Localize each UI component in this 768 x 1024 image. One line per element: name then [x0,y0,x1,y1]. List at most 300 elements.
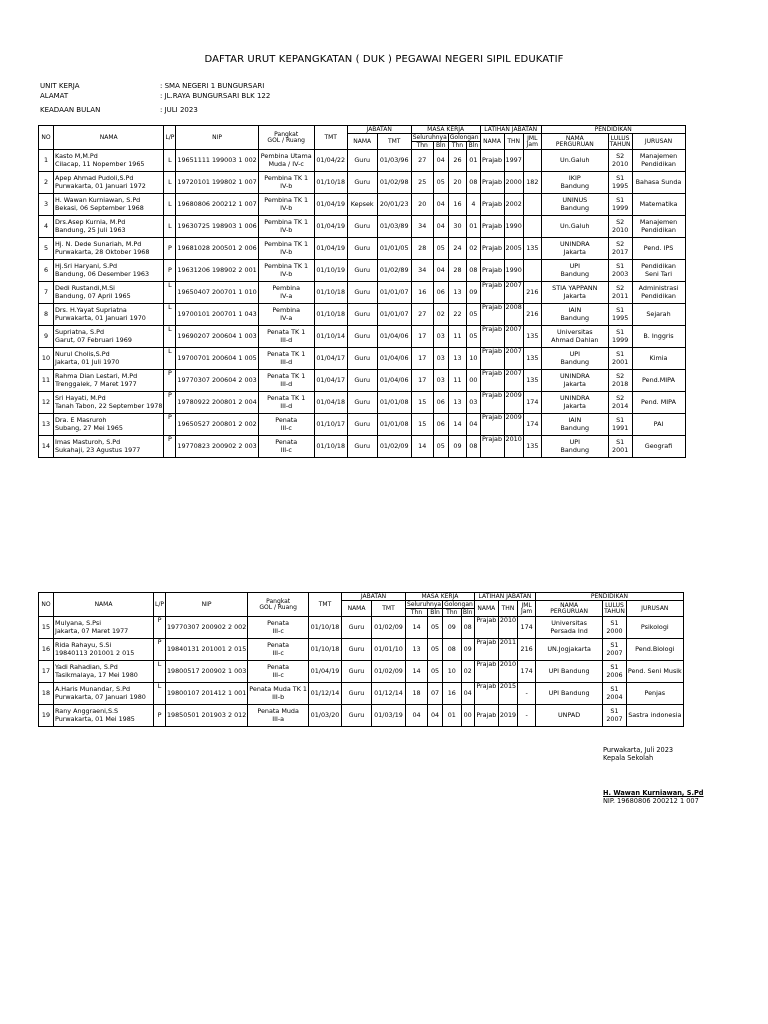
cell-lulus [608,194,632,216]
cell-nama [54,639,154,661]
cell-golongan-thn: 08 [443,639,461,661]
cell-lp: L [164,216,176,238]
nama-line1: Imas Masturoh, S.Pd [55,438,121,447]
lulus-strata: S1 [616,306,625,315]
cell-pangkat [248,617,309,639]
table-row [39,661,684,683]
cell-lp: P [154,705,166,727]
table-row [39,326,686,348]
cell-tmt: 01/04/22 [314,150,347,172]
header-nip: NIP [165,593,247,617]
cell-latihan-thn: 2015 [498,683,517,705]
jurusan-line1: Manajemen [639,152,678,161]
cell-jurusan [632,370,685,392]
cell-latihan-thn: 2008 [504,304,523,326]
cell-jurusan [626,683,683,705]
header-jabatan-tmt: TMT [377,134,411,150]
cell-latihan-thn: 2019 [498,705,517,727]
cell-latihan-nama: Prajab [480,238,504,260]
cell-seluruhnya-thn: 17 [411,348,433,370]
cell-no: 19 [39,705,54,727]
pangkat-line1: Pembina TK 1 [264,240,309,249]
cell-golongan-thn: 01 [443,705,461,727]
cell-jabatan-nama: Guru [347,238,377,260]
lulus-strata: S2 [616,284,625,293]
cell-no: 6 [39,260,54,282]
cell-golongan-bln: 05 [467,326,480,348]
header-jam: Jam [520,607,533,615]
header-jabatan-nama: NAMA [342,601,372,617]
pangkat-line2: IV-b [280,203,293,212]
cell-latihan-thn: 1990 [504,260,523,282]
cell-latihan-nama: Prajab [474,617,498,639]
cell-jml-jam: 182 [523,172,541,194]
cell-no: 7 [39,282,54,304]
nama-line2: Trenggalek, 7 Maret 1977 [55,379,137,388]
cell-perguruan [541,216,608,238]
cell-lulus [608,370,632,392]
cell-jml-jam: 135 [523,436,541,458]
header-pangkat-line1: Pangkat [274,130,299,138]
cell-seluruhnya-bln: 03 [433,370,448,392]
perguruan-line1: UPI [569,262,580,271]
cell-latihan-thn: 2010 [498,661,517,683]
cell-tmt: 01/04/19 [314,194,347,216]
perguruan-line2: Bandung [560,423,590,432]
jurusan-line1: Psikologi [640,622,669,631]
cell-nama [54,617,154,639]
perguruan-line1: IAIN [568,306,582,315]
nama-line1: Supriatna, S.Pd [55,328,105,337]
cell-golongan-bln: 03 [467,392,480,414]
cell-seluruhnya-bln: 05 [433,238,448,260]
lulus-tahun: 1999 [612,335,629,344]
cell-nama [54,172,164,194]
cell-jml-jam [523,260,541,282]
cell-lulus [608,326,632,348]
header-golongan-bln: Bln [462,608,473,616]
table-row [39,194,686,216]
header-pangkat-line2: GOL / Ruang [267,136,305,144]
cell-pangkat [258,282,314,304]
pangkat-line2: IV-a [280,291,293,300]
lulus-strata: S1 [610,685,619,694]
info-label: UNIT KERJA [40,82,80,90]
perguruan-line1: Universitas [556,328,593,337]
jurusan-line1: Pend.MIPA [642,375,675,384]
pangkat-line1: Penata Muda TK 1 [249,685,308,694]
nama-line2: Purwakarta, 07 Januari 1980 [55,692,146,701]
cell-lp: L [154,661,166,683]
pangkat-line2: III-d [280,379,293,388]
cell-perguruan [541,326,608,348]
cell-latihan-nama: Prajab [480,194,504,216]
cell-lp: L [164,348,176,370]
cell-latihan-nama: Prajab [480,260,504,282]
cell-jml-jam: 174 [518,661,536,683]
perguruan-line1: UNINDRA [559,394,590,403]
lulus-strata: S2 [616,152,625,161]
perguruan-line1: Un.Galuh [560,155,590,164]
cell-lp: P [164,414,176,436]
cell-jml-jam: 174 [523,392,541,414]
cell-perguruan [536,639,603,661]
cell-lp: P [164,370,176,392]
cell-nip: 19700101 200701 1 043 [176,304,258,326]
cell-jabatan-nama: Guru [347,260,377,282]
header-golongan: Golongan [449,133,479,141]
cell-seluruhnya-bln: 05 [433,172,448,194]
cell-nama [54,392,164,414]
header-masa-kerja: MASA KERJA [411,126,480,134]
cell-seluruhnya-bln: 06 [433,414,448,436]
cell-jml-jam [523,194,541,216]
pangkat-line2: IV-b [280,269,293,278]
perguruan-line2: Bandung [560,357,590,366]
nama-line1: Dra. E Masruroh [55,416,107,425]
duk-table-1 [38,125,686,458]
header-perguruan [536,601,603,617]
lulus-tahun: 1995 [612,313,629,322]
cell-seluruhnya-bln: 07 [428,683,443,705]
cell-jabatan-nama: Guru [347,304,377,326]
lulus-strata: S1 [616,328,625,337]
cell-pangkat [248,683,309,705]
cell-jml-jam: 135 [523,238,541,260]
pangkat-line2: IV-b [280,181,293,190]
header-tahun: TAHUN [609,140,631,148]
pangkat-line2: III-d [280,401,293,410]
perguruan-line1: UNINUS [562,196,588,205]
cell-jabatan-tmt: 01/01/07 [377,282,411,304]
cell-perguruan [541,392,608,414]
header-lulus: LULUS [605,601,624,609]
cell-latihan-thn: 2007 [504,370,523,392]
cell-golongan-bln: 01 [467,216,480,238]
cell-lulus [603,705,627,727]
cell-golongan-bln: 09 [467,282,480,304]
jurusan-line1: B. Inggris [643,331,674,340]
lulus-tahun: 1999 [612,203,629,212]
lulus-strata: S2 [616,218,625,227]
cell-seluruhnya-thn: 15 [411,414,433,436]
cell-nip: 19800107 201412 1 001 [165,683,247,705]
cell-jabatan-tmt: 01/03/19 [372,705,406,727]
table-row [39,414,686,436]
pangkat-line1: Pembina TK 1 [264,262,309,271]
header-nama: NAMA [54,593,154,617]
cell-jml-jam: 135 [523,348,541,370]
pangkat-line2: IV-b [280,225,293,234]
cell-jurusan [632,194,685,216]
cell-jabatan-tmt: 01/04/06 [377,326,411,348]
header-jml-jam [518,601,536,617]
nama-line1: Mulyana, S.Psi [55,619,102,628]
perguruan-line1: UNINDRA [559,240,590,249]
cell-golongan-thn: 14 [448,414,466,436]
signature-name: H. Wawan Kurniawan, S.Pd [603,788,704,797]
cell-jabatan-nama: Guru [347,216,377,238]
pangkat-line2: III-c [280,445,292,454]
nama-line2: Subang, 27 Mei 1965 [55,423,123,432]
header-jabatan: JABATAN [342,593,406,601]
cell-tmt: 01/04/18 [314,392,347,414]
lulus-tahun: 2010 [612,159,629,168]
cell-jabatan-tmt: 01/12/14 [372,683,406,705]
cell-latihan-nama: Prajab [480,282,504,304]
cell-golongan-bln: 08 [461,617,474,639]
cell-golongan-bln: 00 [467,370,480,392]
cell-no: 3 [39,194,54,216]
cell-golongan-thn: 11 [448,326,466,348]
cell-jurusan [626,639,683,661]
lulus-strata: S1 [610,663,619,672]
cell-nip: 19630725 198903 1 006 [176,216,258,238]
cell-latihan-thn: 2010 [504,436,523,458]
pangkat-line1: Penata TK 1 [267,350,306,359]
cell-golongan-thn: 09 [448,436,466,458]
perguruan-line1: UPI Bandung [548,688,590,697]
cell-seluruhnya-bln: 04 [433,216,448,238]
header-perguruan-line2: PERGURUAN [550,607,588,615]
nama-line2: Purwakarta, 01 Januari 1972 [55,181,146,190]
cell-tmt: 01/10/18 [314,282,347,304]
cell-latihan-thn: 2010 [498,617,517,639]
perguruan-line2: Jakarta [563,291,586,300]
pangkat-line2: III-c [272,626,284,635]
header-latihan-thn: THN [498,601,517,617]
lulus-tahun: 2018 [612,379,629,388]
info-value: : JL.RAYA BUNGURSARI BLK 122 [160,92,271,100]
lulus-tahun: 1995 [612,181,629,190]
info-keadaan-bulan [40,106,198,114]
nama-line2: Garut, 07 Februari 1969 [55,335,132,344]
cell-pangkat [258,150,314,172]
cell-latihan-nama: Prajab [474,639,498,661]
cell-lulus [603,617,627,639]
cell-lp: L [164,282,176,304]
header-lp: L/P [154,593,166,617]
cell-golongan-thn: 22 [448,304,466,326]
jurusan-line1: Pend.Biologi [635,644,675,653]
cell-jml-jam: 216 [523,304,541,326]
cell-seluruhnya-bln: 05 [428,639,443,661]
cell-golongan-bln: 08 [467,260,480,282]
cell-jurusan [632,414,685,436]
nama-line2: Bandung, 25 Juli 1963 [55,225,126,234]
table-row [39,436,686,458]
cell-perguruan [536,683,603,705]
lulus-tahun: 2007 [606,648,623,657]
cell-seluruhnya-thn: 17 [411,326,433,348]
cell-pangkat [248,705,309,727]
cell-jml-jam [523,150,541,172]
nama-line1: Kasto M,M.Pd [55,152,98,161]
cell-golongan-thn: 13 [448,348,466,370]
cell-jabatan-tmt: 01/03/96 [377,150,411,172]
header-jurusan: JURUSAN [626,601,683,617]
perguruan-line1: Universitas [551,619,587,628]
cell-golongan-bln: 01 [467,150,480,172]
cell-golongan-bln: 08 [467,172,480,194]
cell-lp: L [164,194,176,216]
cell-latihan-nama: Prajab [474,683,498,705]
cell-pangkat [248,661,309,683]
header-lulus-tahun [603,601,627,617]
jurusan-line1: Pend. Seni Musik [627,666,682,675]
cell-jurusan [626,661,683,683]
header-seluruhnya: Seluruhnya [412,133,447,141]
cell-jabatan-nama: Guru [347,370,377,392]
cell-nip: 19700701 200604 1 005 [176,348,258,370]
nama-line1: A.Haris Munandar, S.Pd [55,685,131,694]
cell-jabatan-tmt: 01/02/09 [377,436,411,458]
cell-jabatan-nama: Guru [342,639,372,661]
lulus-tahun: 2011 [612,291,629,300]
perguruan-line1: STIA YAPPANN [552,284,598,293]
cell-tmt: 01/10/18 [309,617,342,639]
nama-line2: Jakarta, 07 Maret 1977 [55,626,129,635]
cell-lulus [608,414,632,436]
cell-nip: 19800517 200902 1 003 [165,661,247,683]
header-pendidikan: PENDIDIKAN [536,593,684,601]
cell-nama [54,326,164,348]
cell-jml-jam: 174 [523,414,541,436]
cell-seluruhnya-bln: 05 [428,661,443,683]
jurusan-line1: PAI [653,419,664,428]
signature-role: Kepala Sekolah [603,753,654,762]
header-tmt: TMT [314,126,347,150]
duk-table-2 [38,592,684,727]
header-nama: NAMA [54,126,164,150]
signature-place-date: Purwakarta, Juli 2023 [603,746,674,754]
cell-golongan-thn: 16 [448,194,466,216]
cell-nama [54,436,164,458]
header-pangkat-line2: GOL / Ruang [259,603,297,611]
cell-lp: P [154,639,166,661]
lulus-strata: S1 [616,174,625,183]
lulus-tahun: 2001 [612,445,629,454]
pangkat-line2: III-d [280,357,293,366]
nama-line2: Purwakarta, 01 Mei 1985 [55,714,135,723]
pangkat-line2: IV-b [280,247,293,256]
table-row [39,304,686,326]
signature-block [603,747,704,806]
pangkat-line2: III-b [272,692,285,701]
header-no: NO [39,593,54,617]
cell-seluruhnya-bln: 05 [428,617,443,639]
cell-seluruhnya-bln: 03 [433,326,448,348]
cell-latihan-thn: 2002 [504,194,523,216]
cell-golongan-thn: 10 [443,661,461,683]
cell-seluruhnya-thn: 34 [411,260,433,282]
lulus-tahun: 2007 [606,714,623,723]
cell-perguruan [541,238,608,260]
cell-no: 18 [39,683,54,705]
document-title: DAFTAR URUT KEPANGKATAN ( DUK ) PEGAWAI NEGERI SIPIL EDUKATIF [204,54,564,65]
table-row [39,260,686,282]
header-jabatan: JABATAN [347,126,411,134]
cell-golongan-bln: 10 [467,348,480,370]
cell-golongan-bln: 08 [467,436,480,458]
perguruan-line2: Bandung [560,203,590,212]
cell-jabatan-nama: Guru [347,414,377,436]
cell-golongan-thn: 16 [443,683,461,705]
cell-pangkat [258,260,314,282]
cell-jml-jam: 135 [523,370,541,392]
jurusan-line2: Pendidikan [641,159,676,168]
nama-line1: Dedi Rustandi,M.Si [55,284,115,293]
perguruan-line1: IAIN [568,416,582,425]
cell-golongan-thn: 13 [448,392,466,414]
cell-lp: P [164,392,176,414]
nama-line1: Rahma Dian Lestari, M.Pd [55,372,138,381]
cell-lulus [603,639,627,661]
cell-perguruan [536,617,603,639]
pangkat-line2: III-c [272,670,284,679]
jurusan-line1: Sejarah [646,309,671,318]
cell-lp: L [164,326,176,348]
cell-perguruan [541,370,608,392]
perguruan-line2: Persada Ind [550,626,588,635]
nama-line1: Yadi Rahadian, S.Pd [55,663,118,672]
table-row [39,370,686,392]
cell-no: 12 [39,392,54,414]
cell-lp: L [164,304,176,326]
header-tmt: TMT [309,593,342,617]
cell-tmt: 01/10/18 [314,436,347,458]
lulus-strata: S1 [616,350,625,359]
cell-jabatan-tmt: 01/01/08 [377,392,411,414]
cell-latihan-thn: 2009 [504,392,523,414]
cell-nama [54,304,164,326]
cell-jurusan [632,238,685,260]
header-perguruan-line1: NAMA [560,601,579,609]
header-seluruhnya: Seluruhnya [407,600,442,608]
jurusan-line1: Bahasa Sunda [635,177,682,186]
cell-perguruan [536,661,603,683]
nama-line1: Apep Ahmad Pudoli,S.Pd [55,174,134,183]
table-row [39,639,684,661]
cell-latihan-nama: Prajab [480,414,504,436]
header-jml-jam [523,134,541,150]
cell-seluruhnya-bln: 04 [433,194,448,216]
cell-jabatan-tmt: 01/02/89 [377,260,411,282]
cell-jurusan [626,617,683,639]
table-row [39,216,686,238]
cell-jabatan-nama: Guru [347,348,377,370]
jurusan-line1: Pend. IPS [643,243,674,252]
cell-no: 9 [39,326,54,348]
header-no: NO [39,126,54,150]
cell-jabatan-tmt: 01/02/09 [372,661,406,683]
cell-golongan-thn: 13 [448,282,466,304]
cell-tmt: 01/04/17 [314,370,347,392]
cell-lulus [603,683,627,705]
cell-golongan-thn: 20 [448,172,466,194]
cell-jabatan-nama: Guru [347,392,377,414]
nama-line1: H. Wawan Kurniawan, S.Pd [55,196,141,205]
cell-nip: 19631206 198902 2 001 [176,260,258,282]
cell-jabatan-tmt: 01/04/06 [377,370,411,392]
cell-jml-jam: - [518,683,536,705]
cell-latihan-nama: Prajab [480,392,504,414]
lulus-strata: S1 [616,196,625,205]
lulus-tahun: 2003 [612,269,629,278]
pangkat-line1: Penata [267,663,290,672]
cell-lp: L [154,683,166,705]
cell-pangkat [258,216,314,238]
